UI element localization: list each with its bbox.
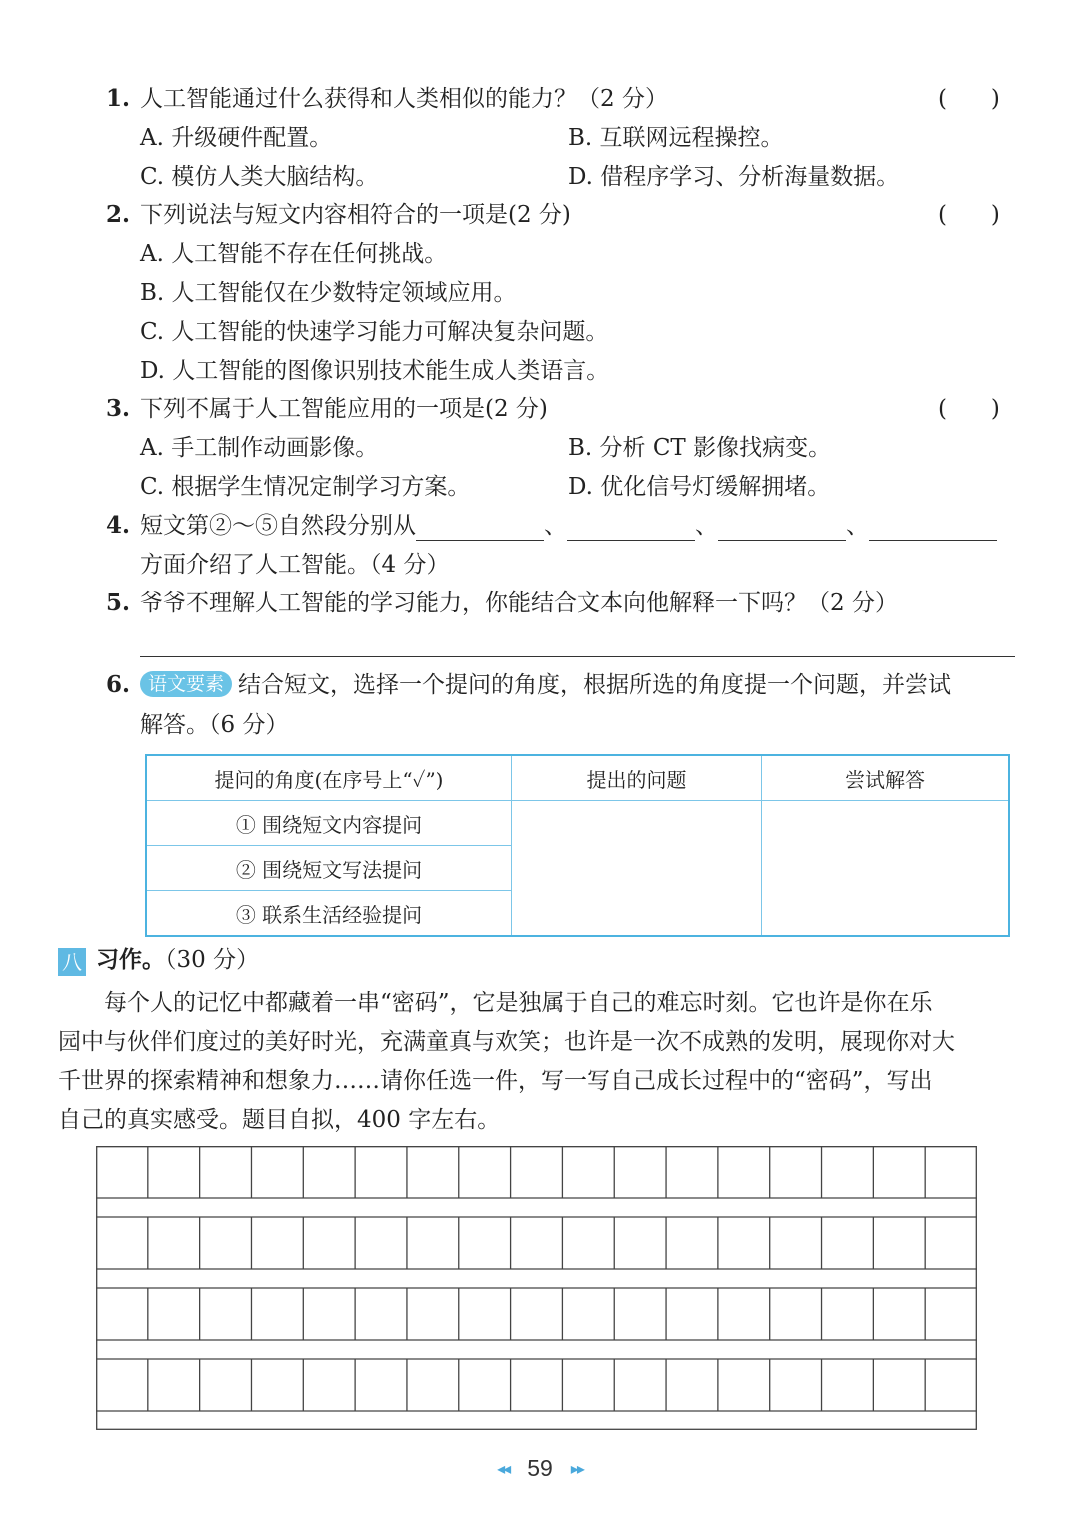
fill-blank[interactable] xyxy=(869,516,997,541)
question-number: 3. xyxy=(106,395,131,422)
question-4-continuation: 方面介绍了人工智能。（4 分） xyxy=(140,552,450,578)
option-c[interactable]: C. 根据学生情况定制学习方案。 xyxy=(140,474,471,500)
fill-blank[interactable] xyxy=(567,516,695,541)
question-2 xyxy=(106,200,571,230)
question-4 xyxy=(106,511,997,541)
question-number: 5. xyxy=(106,589,131,616)
question-text: 人工智能通过什么获得和人类相似的能力？（2 分） xyxy=(140,86,668,112)
table-row-option[interactable]: ② 围绕短文写法提问 xyxy=(146,846,512,891)
question-1 xyxy=(106,84,668,114)
answer-paren[interactable]: ( ) xyxy=(938,396,1000,422)
table-row-option[interactable]: ③ 联系生活经验提问 xyxy=(146,891,512,937)
fill-blank[interactable] xyxy=(416,516,544,541)
answer-line[interactable] xyxy=(140,656,1015,657)
question-number: 1. xyxy=(106,85,131,112)
table-header-answer: 尝试解答 xyxy=(762,755,1010,801)
option-c[interactable]: C. 模仿人类大脑结构。 xyxy=(140,164,379,190)
next-arrows-icon: ▸▸ xyxy=(570,1461,583,1478)
question-3 xyxy=(106,394,548,424)
option-b[interactable]: B. 互联网远程操控。 xyxy=(568,125,784,151)
separator: 、 xyxy=(695,513,718,539)
separator: 、 xyxy=(544,513,567,539)
question-text: 爷爷不理解人工智能的学习能力，你能结合文本向他解释一下吗？（2 分） xyxy=(140,590,898,616)
question-6 xyxy=(106,670,951,700)
question-text: 短文第②～⑤自然段分别从 xyxy=(140,513,416,539)
separator: 、 xyxy=(846,513,869,539)
question-number: 4. xyxy=(106,512,131,539)
option-c[interactable]: C. 人工智能的快速学习能力可解决复杂问题。 xyxy=(140,319,609,345)
element-badge: 语文要素 xyxy=(140,671,232,697)
option-a[interactable]: A. 升级硬件配置。 xyxy=(140,125,333,151)
prompt-line: 园中与伙伴们度过的美好时光，充满童真与欢笑；也许是一次不成熟的发明，展现你对大 xyxy=(58,1029,955,1055)
table-header-question: 提出的问题 xyxy=(512,755,762,801)
prev-arrows-icon: ◂◂ xyxy=(497,1461,510,1478)
option-d[interactable]: D. 人工智能的图像识别技术能生成人类语言。 xyxy=(140,358,610,384)
option-d[interactable]: D. 优化信号灯缓解拥堵。 xyxy=(568,474,831,500)
answer-cell[interactable] xyxy=(762,801,1010,937)
section-score: （30 分） xyxy=(165,947,260,973)
answer-paren[interactable]: ( ) xyxy=(938,86,1000,112)
option-b[interactable]: B. 人工智能仅在少数特定领域应用。 xyxy=(140,280,517,306)
question-table xyxy=(145,754,1010,937)
prompt-line: 每个人的记忆中都藏着一串“密码”，它是独属于自己的难忘时刻。它也许是你在乐 xyxy=(58,990,933,1016)
question-text: 下列不属于人工智能应用的一项是(2 分) xyxy=(140,396,548,422)
page-number: 59 xyxy=(527,1455,553,1481)
question-5 xyxy=(106,588,898,618)
answer-paren[interactable]: ( ) xyxy=(938,202,1000,228)
question-text: 结合短文，选择一个提问的角度，根据所选的角度提一个问题，并尝试 xyxy=(238,672,952,698)
question-text: 下列说法与短文内容相符合的一项是(2 分) xyxy=(140,202,571,228)
writing-grid[interactable] xyxy=(96,1146,977,1430)
page-footer xyxy=(0,1455,1080,1482)
table-row-option[interactable]: ① 围绕短文内容提问 xyxy=(146,801,512,846)
option-d[interactable]: D. 借程序学习、分析海量数据。 xyxy=(568,164,900,190)
table-header-angle: 提问的角度(在序号上“✓”) xyxy=(146,755,512,801)
prompt-line: 千世界的探索精神和想象力……请你任选一件，写一写自己成长过程中的“密码”，写出 xyxy=(58,1068,933,1094)
question-number: 2. xyxy=(106,201,131,228)
question-cell[interactable] xyxy=(512,801,762,937)
option-a[interactable]: A. 人工智能不存在任何挑战。 xyxy=(140,241,448,267)
option-b[interactable]: B. 分析 CT 影像找病变。 xyxy=(568,435,832,461)
question-6-continuation: 解答。（6 分） xyxy=(140,712,289,738)
prompt-line: 自己的真实感受。题目自拟，400 字左右。 xyxy=(58,1107,501,1133)
question-number: 6. xyxy=(106,671,131,698)
section-title: 习作。 xyxy=(96,946,165,973)
option-a[interactable]: A. 手工制作动画影像。 xyxy=(140,435,379,461)
fill-blank[interactable] xyxy=(718,516,846,541)
section-mark: 八 xyxy=(58,948,86,976)
section-8-heading xyxy=(58,945,259,976)
